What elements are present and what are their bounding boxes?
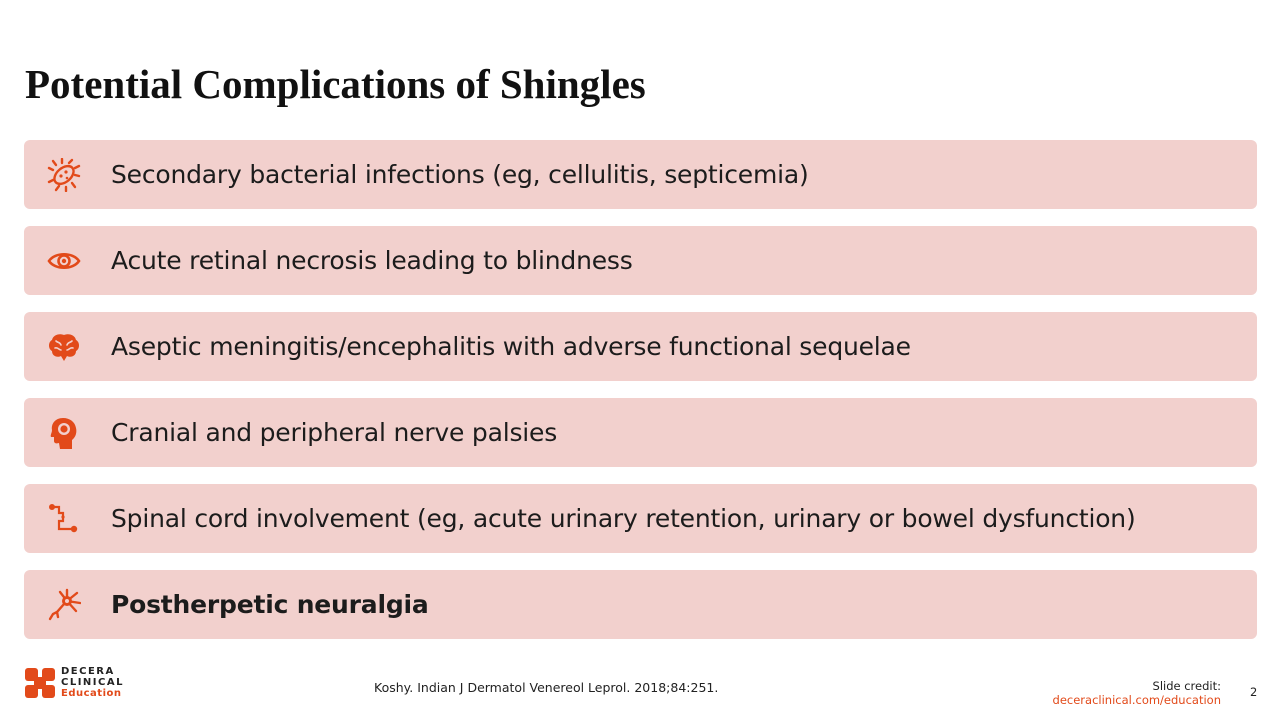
citation: Koshy. Indian J Dermatol Venereol Leprol. 2018;84:251. <box>374 680 719 695</box>
logo-line3: Education <box>61 688 122 699</box>
slide-title: Potential Complications of Shingles <box>25 61 646 107</box>
logo-mark-icon <box>25 668 55 698</box>
list-item-label: Postherpetic neuralgia <box>111 590 429 619</box>
logo-line2: CLINICAL <box>61 677 124 688</box>
list-item <box>24 398 1257 467</box>
decera-logo <box>25 666 124 699</box>
list-item-label: Cranial and peripheral nerve palsies <box>111 418 558 447</box>
list-item-label: Acute retinal necrosis leading to blindness <box>111 246 633 275</box>
list-item <box>24 140 1257 209</box>
list-item <box>24 312 1257 381</box>
brain-icon <box>46 329 82 365</box>
neuron-icon <box>46 587 82 623</box>
slide-credit-link[interactable]: deceraclinical.com/education <box>1052 693 1221 707</box>
logo-line1: DECERA <box>61 666 115 677</box>
head-brain-icon <box>46 415 82 451</box>
page-number: 2 <box>1250 685 1258 699</box>
list-item-label: Aseptic meningitis/encephalitis with adverse functional sequelae <box>111 332 911 361</box>
complications-list <box>24 140 1257 656</box>
spinal-pathway-icon <box>46 501 82 537</box>
list-item-label: Spinal cord involvement (eg, acute urinary retention, urinary or bowel dysfunction) <box>111 504 1136 533</box>
list-item-label: Secondary bacterial infections (eg, cellulitis, septicemia) <box>111 160 809 189</box>
list-item <box>24 570 1257 639</box>
bacteria-icon <box>46 157 82 193</box>
list-item <box>24 226 1257 295</box>
slide-credit <box>1053 679 1221 707</box>
eye-icon <box>46 243 82 279</box>
slide-credit-label: Slide credit: <box>1152 679 1221 693</box>
list-item <box>24 484 1257 553</box>
